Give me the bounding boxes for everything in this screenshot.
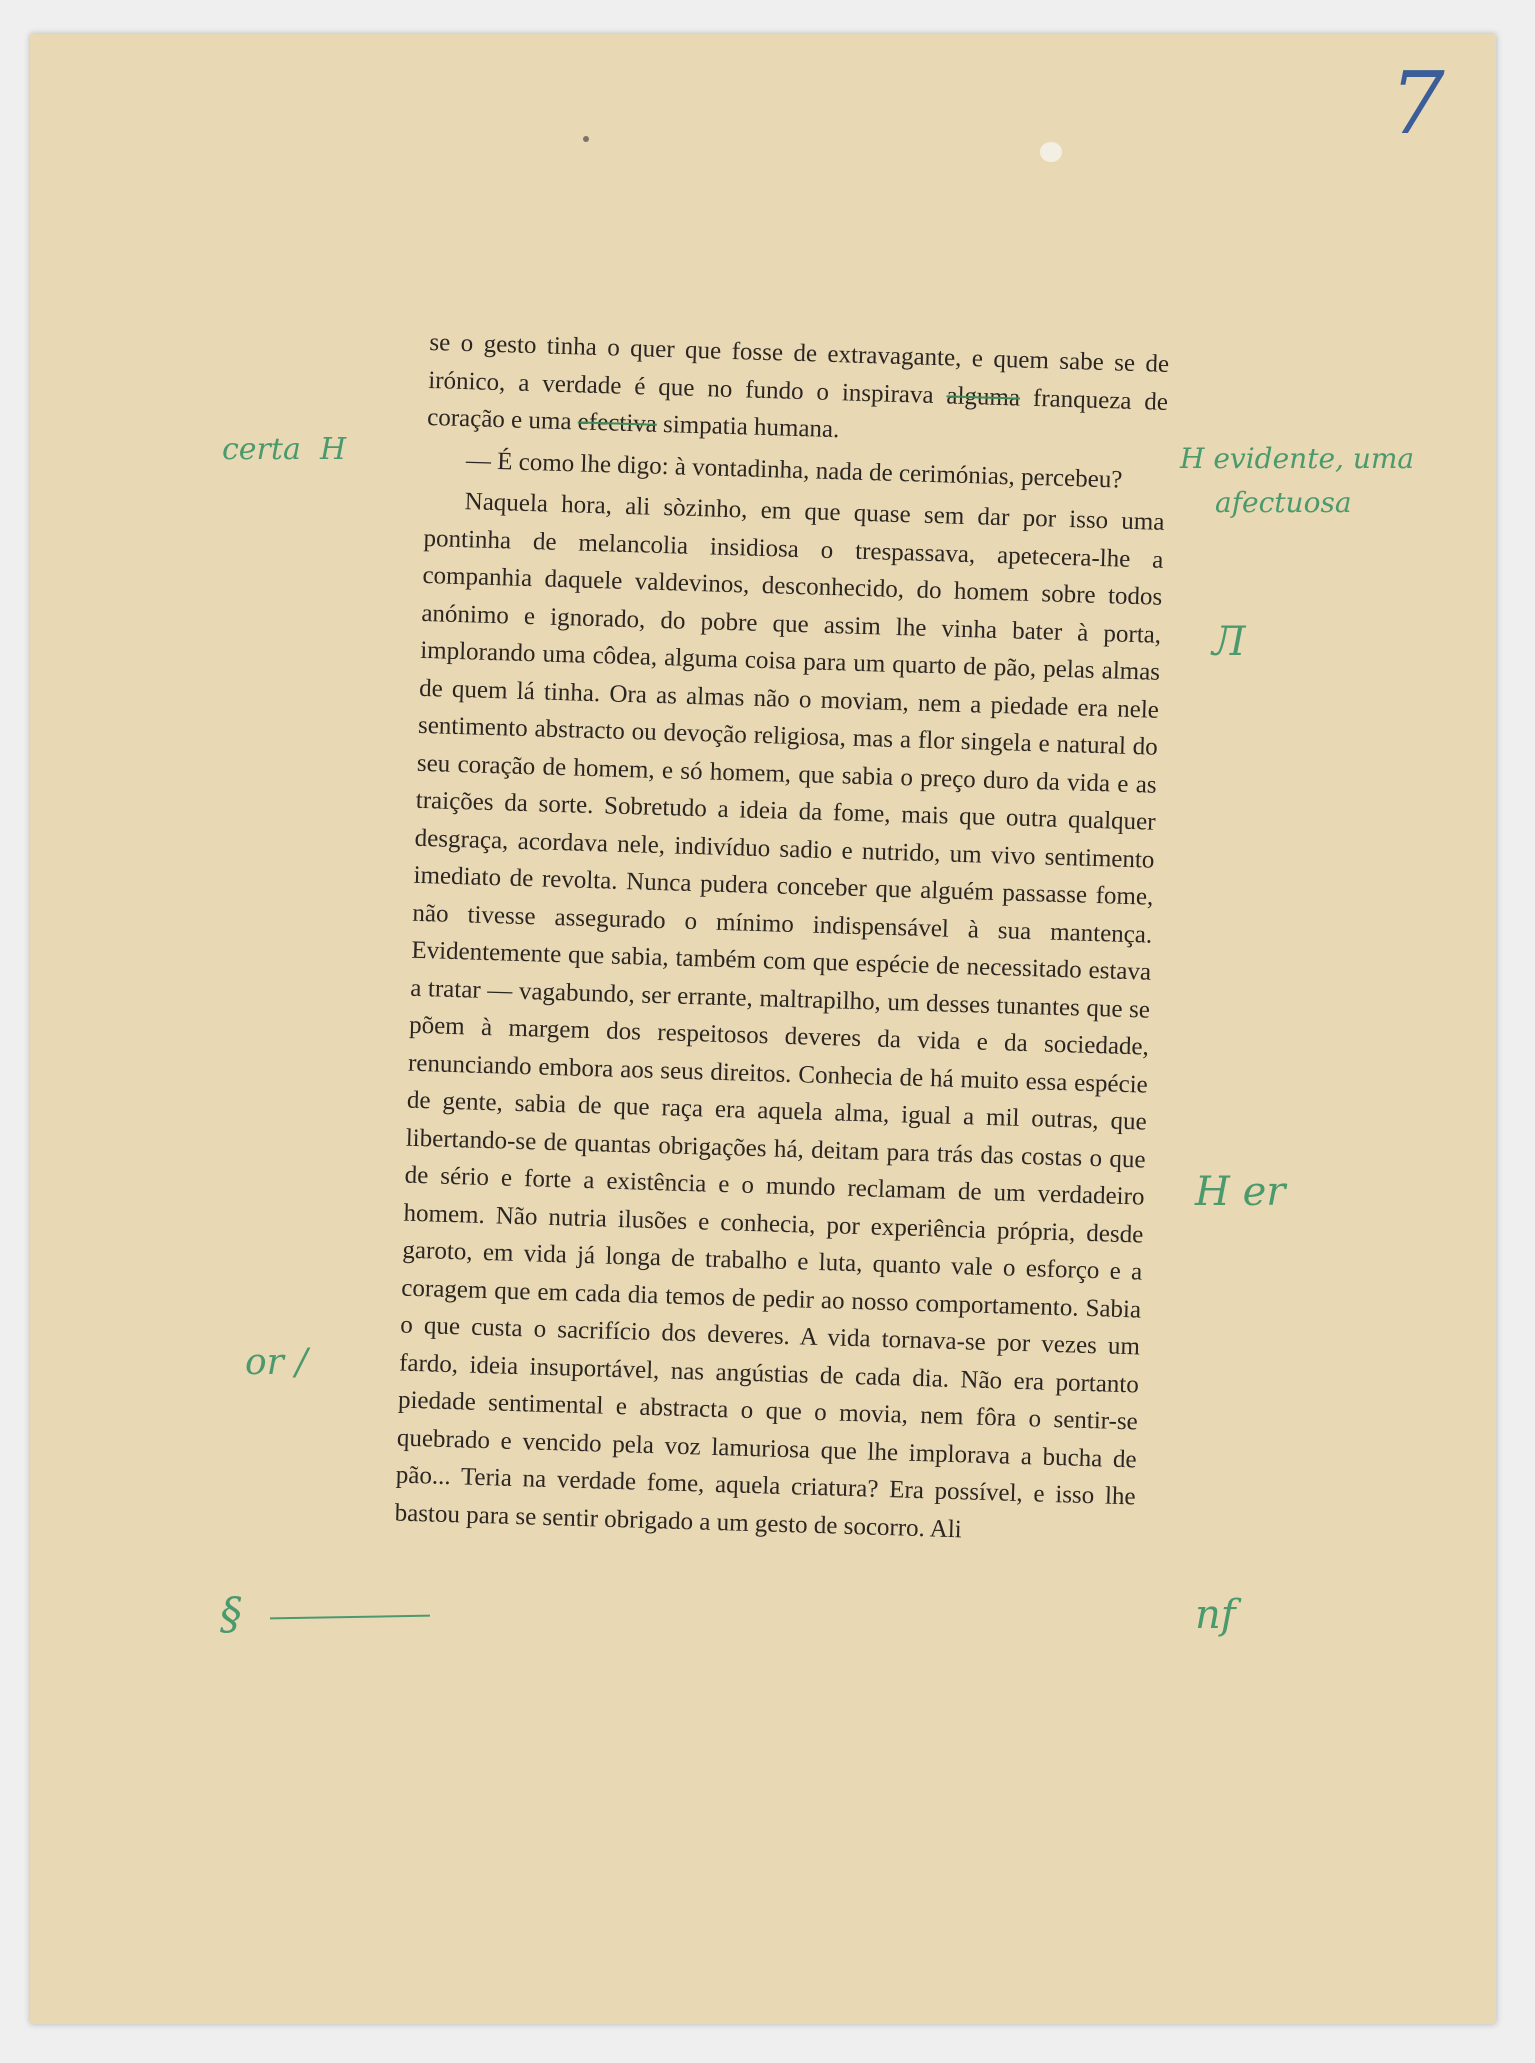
margin-note-section-sign: § (220, 1589, 242, 1640)
margin-note-evidente: H evidente, uma (1180, 442, 1415, 475)
margin-note-her: H er (1195, 1169, 1286, 1215)
text-segment: se o gesto tinha o quer que fosse de extravagante, e quem sabe se de irónico, a verdade é que no fundo o inspirava (427, 328, 1170, 409)
margin-note-nf: nf (1195, 1592, 1236, 1638)
text-segment: simpatia humana. (656, 410, 840, 444)
section-connector-line (270, 1615, 430, 1620)
struck-word: efectiva (577, 408, 658, 438)
margin-note-paragraph-mark: Л (1212, 619, 1246, 665)
margin-note-afectuosa: afectuosa (1215, 486, 1352, 519)
paper-speck (583, 136, 589, 142)
paragraph (394, 482, 1165, 1553)
punch-hole (1040, 142, 1062, 162)
text-segment: — É como lhe digo: à vontadinha, nada de cerimónias, percebeu? (465, 446, 1123, 494)
struck-word: alguma (946, 381, 1021, 412)
typed-text-block (394, 324, 1170, 1557)
text-segment: franqueza de coração e uma (426, 384, 1169, 436)
document-page (30, 34, 1496, 2024)
margin-note-h-mark: H (320, 432, 347, 467)
page-number: 7 (1390, 54, 1445, 154)
text-segment: Naquela hora, ali sòzinho, em que quase sem dar por isso uma pontinha de melancolia insidiosa o trespassava, apetecera-lhe a companhia daquele valdevinos, desconhecido, do homem sobre todos anónimo e ignorado, do pobre que assim lhe vinha bater à porta, implorando uma côdea, alguma coisa para um quarto de pão, pelas almas de quem lá tinha. Ora as almas não o moviam, nem a piedade era nele sentimento abstracto ou devoção religiosa, mas a flor singela e natural do seu coração de homem, e só homem, que sabia o preço duro da vida e as traições da sorte. Sobretudo a ideia da fome, mais que outra qualquer desgraça, acordava nele, indivíduo sadio e nutrido, um vivo sentimento imediato de revolta. Nunca pudera conceber que alguém passasse fome, não tivesse assegurado o mínimo indispensável à sua mantença. Evidentemente que sabia, também com que espécie de necessitado estava a tratar — vagabundo, ser errante, maltrapilho, um desses tunantes que se põem à margem dos respeitosos deveres da vida e da sociedade, renunciando embora aos seus direitos. Conhecia de há muito essa espécie de gente, sabia de que raça era aquela alma, igual a mil outras, que libertando-se de quantas obrigações há, deitam para trás das costas o que de sério e forte a existência e o mundo reclamam de um verdadeiro homem. Não nutria ilusões e conhecia, por experiência própria, desde garoto, em vida já longa de trabalho e luta, quanto vale o esforço e a coragem que em cada dia temos de pedir ao nosso comportamento. Sabia o que custa o sacrifício dos deveres. A vida tornava-se por vezes um fardo, ideia insuportável, nas angústias de cada dia. Não era portanto piedade sentimental e abstracta o que o movia, nem fôra o sentir-se quebrado e vencido pela voz lamuriosa que lhe implorava a bucha de pão... Teria na verdade fome, aquela criatura? Era possível, e isso lhe bastou para se sentir obrigado a um gesto de socorro. Ali (394, 488, 1165, 1543)
paragraph (427, 324, 1170, 458)
margin-note-or: or / (245, 1342, 308, 1383)
margin-note-certa: certa (222, 432, 301, 467)
